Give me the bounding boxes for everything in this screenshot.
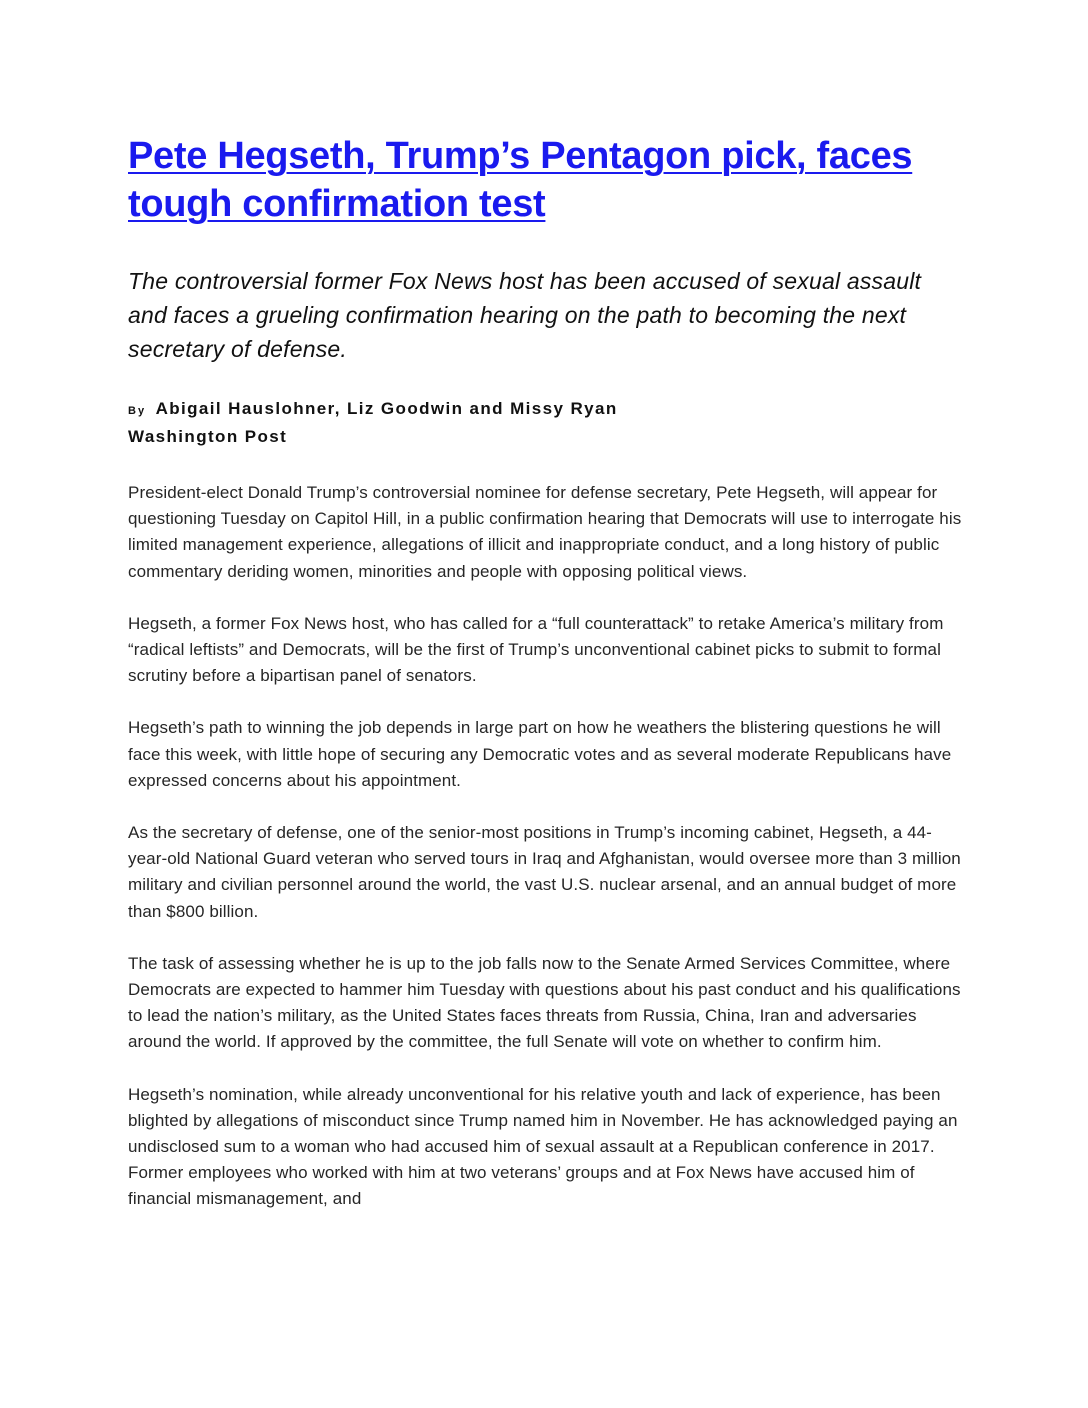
headline-link[interactable]: Pete Hegseth, Trump’s Pentagon pick, faces tough confirmation test [128, 135, 913, 225]
article-body [128, 480, 964, 1213]
body-paragraph: As the secretary of defense, one of the senior-most positions in Trump’s incoming cabinet, Hegseth, a 44-year-old National Guard veteran who served tours in Iraq and Afghanistan, would oversee more than 3 million military and civilian personnel around the world, the vast U.S. nuclear arsenal, and an annual budget of more than $800 billion. [128, 823, 961, 921]
article-dek: The controversial former Fox News host has been accused of sexual assault and faces a grueling confirmation hearing on the path to becoming the next secretary of defense. [128, 268, 922, 362]
body-paragraph: Hegseth’s path to winning the job depends in large part on how he weathers the blistering questions he will face this week, with little hope of securing any Democratic votes and as several moderate Republicans have expressed concerns about his appointment. [128, 718, 952, 790]
body-paragraph: President-elect Donald Trump’s controversial nominee for defense secretary, Pete Hegseth, will appear for questioning Tuesday on Capitol Hill, in a public confirmation hearing that Democrats will use to interrogate his limited management experience, allegations of illicit and inappropriate conduct, and a long history of public commentary deriding women, minorities and people with opposing political views. [128, 483, 962, 581]
byline-publication: Washington Post [128, 427, 288, 446]
byline-prefix: By [128, 405, 147, 417]
article-page [128, 132, 964, 1239]
body-paragraph: Hegseth’s nomination, while already unconventional for his relative youth and lack of experience, has been blighted by allegations of misconduct since Trump named him in November. He has acknowledged paying an undisclosed sum to a woman who had accused him of sexual assault at a Republican conference in 2017. Former employees who worked with him at two veterans’ groups and at Fox News have accused him of financial mismanagement, and [128, 1084, 958, 1209]
byline [128, 396, 964, 450]
body-paragraph: The task of assessing whether he is up to the job falls now to the Senate Armed Services Committee, where Democrats are expected to hammer him Tuesday with questions about his past conduct and his qualifications to lead the nation’s military, as the United States faces threats from Russia, China, Iran and adversaries around the world. If approved by the committee, the full Senate will vote on whether to confirm him. [128, 953, 961, 1052]
body-paragraph: Hegseth, a former Fox News host, who has called for a “full counterattack” to retake America’s military from “radical leftists” and Democrats, will be the first of Trump’s unconventional cabinet picks to submit to formal scrutiny before a bipartisan panel of senators. [128, 613, 944, 686]
article-headline [128, 132, 964, 228]
byline-authors: Abigail Hauslohner, Liz Goodwin and Missy Ryan [155, 399, 618, 418]
byline-authors-line [128, 396, 964, 424]
